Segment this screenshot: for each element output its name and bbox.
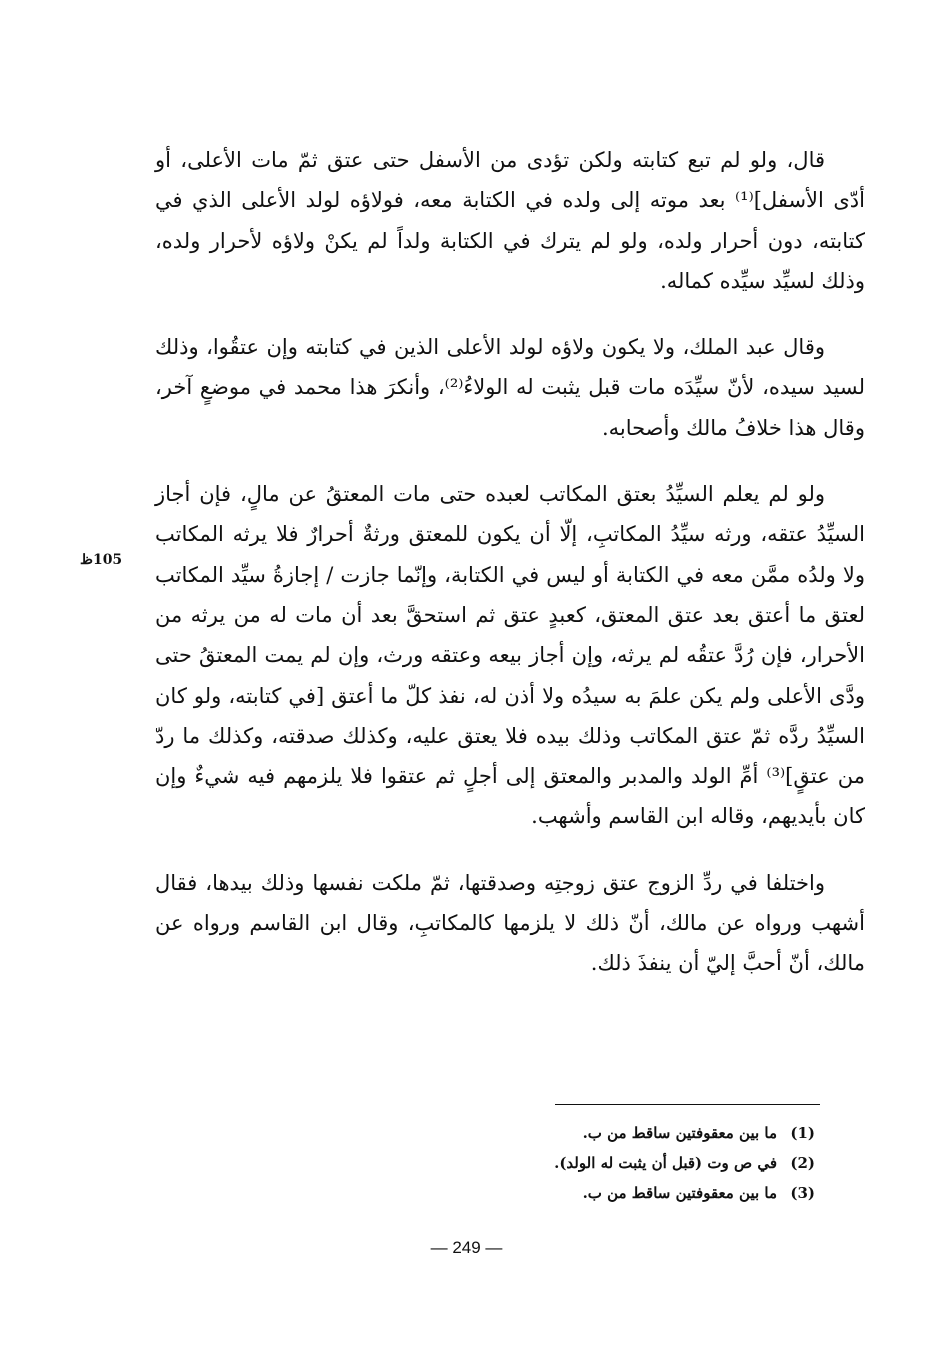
paragraph-3: ولو لم يعلم السيِّدُ بعتق المكاتب لعبده حتى مات المعتقُ عن مالٍ، فإن أجاز السيِّدُ عتقه، ورثه سيِّدُ المكاتبِ، إلّا أن يكون للمعتق ورثةٌ أحرارٌ فلا يرثه المكاتب ولا ولدُه ممَّن معه في الكتابة أو ليس في الكتابة، وإنّما جازت / إجازةُ سيِّد المكاتب لعتق ما أعتق بعد عتق المعتق، كعبدٍ عتق ثم استحقَّ بعد أن مات له من يرثه من الأحرار، فإن رُدَّ عتقُه لم يرثه، وإن أجاز بيعه وعتقه ورث، وإن لم يمت المعتقُ حتى ودَّى الأعلى ولم يكن علمَ به سيدُه ولا أذن له، نفذ كلّ ما أعتق [في كتابته، ولو كان السيِّدُ ردَّه ثمّ عتق المكاتب وذلك بيده فلا يعتق عليه، وكذلك صدقته، وكذلك ما ردّ من عتقٍ]⁽³⁾ أمِّ الولد والمدبر والمعتق إلى أجلٍ ثم عتقوا فلا يلزمهم فيه شيءٌ وإن كان بأيديهم، وقاله ابن القاسم وأشهب. — [155, 482, 865, 829]
page-number: — 249 — — [430, 1238, 503, 1257]
footnote-number: (1) — [790, 1124, 815, 1142]
footnotes — [395, 1118, 815, 1208]
footnote-text: في ص وت (قبل أن يثبت له الولد). — [554, 1154, 777, 1172]
footnote-number: (3) — [790, 1184, 815, 1202]
footnote-divider — [555, 1104, 820, 1105]
footnote-3 — [395, 1178, 815, 1208]
footnote-number: (2) — [790, 1154, 815, 1172]
paragraph-1: قال، ولو لم تبع كتابته ولكن تؤدى من الأسفل حتى عتق ثمّ مات الأعلى، أو أدّى الأسفل]⁽¹⁾ بعد موته إلى ولده في الكتابة معه، فولاؤه لولد الأعلى الذي في كتابته، دون أحرار ولده، ولو لم يترك في الكتابة ولداً لم يكنْ ولاؤه لأحرار ولده، وذلك لسيِّد سيِّده كماله. — [155, 148, 865, 293]
paragraph-2: وقال عبد الملك، ولا يكون ولاؤه لولد الأعلى الذين في كتابته وإن عتقُوا، وذلك لسيد سيده، لأنّ سيِّدَه مات قبل يثبت له الولاءُ⁽²⁾، وأنكرَ هذا محمد في موضعٍ آخر، وقال هذا خلافُ مالك وأصحابه. — [155, 335, 865, 440]
manuscript-folio-note: 105ظ — [80, 552, 123, 568]
footnote-text: ما بين معقوفتين ساقط من ب. — [582, 1184, 777, 1202]
footnote-2 — [395, 1148, 815, 1178]
main-text — [155, 140, 865, 1010]
paragraph-4: واختلفا في ردِّ الزوج عتق زوجتِه وصدقتها، ثمّ ملكت نفسها وذلك بيدها، فقال أشهب ورواه عن مالك، أنّ ذلك لا يلزمها كالمكاتبِ، وقال ابن القاسم ورواه عن مالك، أنّ أحبَّ إليّ أن ينفذَ ذلك. — [155, 870, 865, 976]
footnote-text: ما بين معقوفتين ساقط من ب. — [582, 1124, 777, 1142]
footnote-1 — [395, 1118, 815, 1148]
